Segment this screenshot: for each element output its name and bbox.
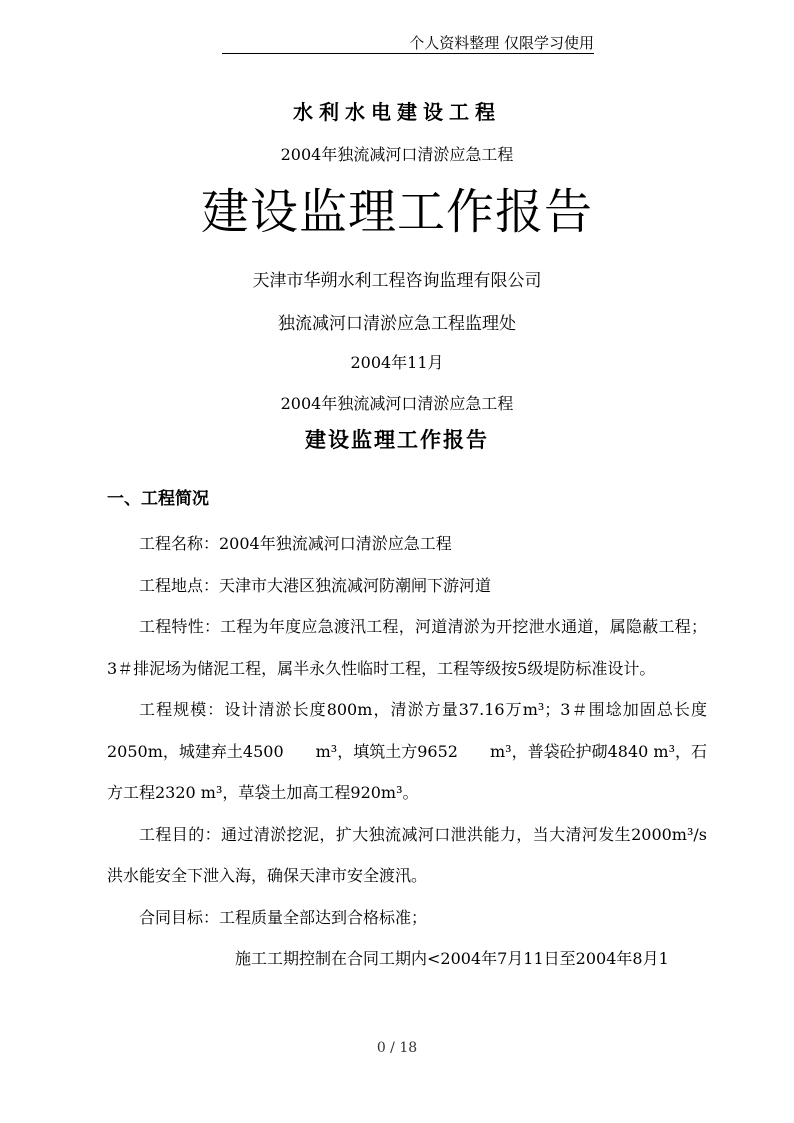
- section-heading: 一、工程简况: [107, 489, 209, 509]
- cover-office: 独流减河口清淤应急工程监理处: [278, 314, 516, 334]
- paragraph-schedule: 施工工期控制在合同工期内<2004年7月11日至2004年8月1: [235, 949, 669, 968]
- paragraph-project-purpose: 工程目的：通过清淤挖泥，扩大独流减河口泄洪能力，当大清河发生2000m³/s洪水能安全下泄入海，确保天津市安全渡汛。: [107, 824, 707, 885]
- cover-category: 水利水电建设工程: [293, 100, 501, 124]
- page-number: 0 / 18: [376, 1040, 418, 1056]
- cover-company: 天津市华朔水利工程咨询监理有限公司: [252, 271, 542, 291]
- paragraph-contract-goal: 合同目标：工程质量全部达到合格标准；: [139, 907, 428, 927]
- page-header-note: 个人资料整理 仅限学习使用: [409, 34, 594, 52]
- header-dashes: _______________: [222, 36, 388, 54]
- cover-date: 2004年11月: [350, 353, 444, 372]
- paragraph-project-scale: 工程规模：设计清淤长度800m，清淤方量37.16万m³；3＃围埝加固总长度2050m，城建弃土4500 m³，填筑土方9652 m³，普袋砼护砌4840 m³，石方工程2320 m³，草袋土加高工程920m³。: [107, 700, 707, 802]
- cover-project: 2004年独流减河口清淤应急工程: [280, 145, 514, 164]
- section-body: [107, 523, 707, 980]
- header-rule: [222, 53, 594, 54]
- paragraph-project-location: 工程地点：天津市大港区独流减河防潮闸下游河道: [139, 575, 492, 595]
- doc-title-report: 建设监理工作报告: [305, 427, 489, 452]
- doc-title-project: 2004年独流减河口清淤应急工程: [280, 394, 514, 413]
- paragraph-project-name: 工程名称：2004年独流减河口清淤应急工程: [139, 534, 452, 553]
- cover-report-title: 建设监理工作报告: [200, 184, 593, 240]
- paragraph-project-characteristics: 工程特性：工程为年度应急渡汛工程，河道清淤为开挖泄水通道，属隐蔽工程；3＃排泥场为储泥工程，属半永久性临时工程，工程等级按5级堤防标准设计。: [107, 617, 707, 678]
